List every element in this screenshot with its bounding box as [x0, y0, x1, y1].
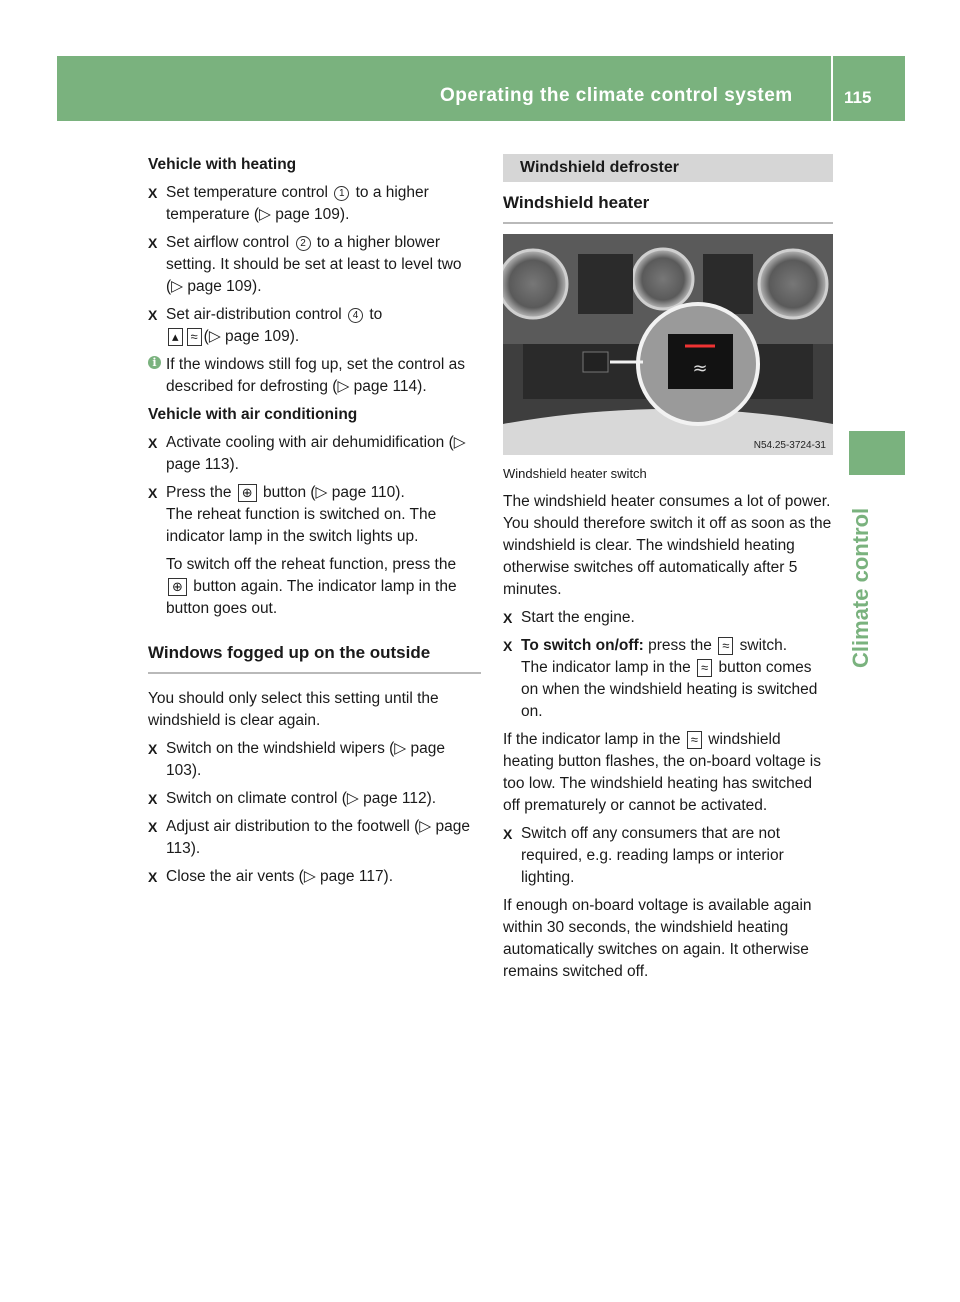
step-arrow-icon: X — [148, 791, 158, 807]
windshield-airflow-icon: ▴ — [168, 328, 183, 346]
fog-step-1: X Switch on the windshield wipers (▷ page 103). — [148, 740, 446, 779]
heating-title: Vehicle with heating — [148, 156, 297, 173]
fog-title: Windows fogged up on the outside — [148, 642, 481, 674]
sub-title: Windshield heater — [503, 192, 833, 224]
step-arrow-icon: X — [148, 741, 158, 757]
chapter-tab — [849, 431, 905, 475]
left-column — [148, 154, 481, 894]
right-column — [503, 154, 833, 989]
control-number-icon: 4 — [348, 308, 363, 323]
step-arrow-icon: X — [148, 819, 158, 835]
step-arrow-icon: X — [503, 638, 513, 654]
step-arrow-icon: X — [148, 307, 158, 323]
ac-title: Vehicle with air conditioning — [148, 406, 358, 423]
heating-step-1: X Set temperature control 1 to a higher temperature (▷ page 109). — [148, 184, 429, 223]
voltage-recovery-note: If enough on-board voltage is available again within 30 seconds, the windshield heating automatically switches on again. It otherwise remains switched off. — [503, 897, 812, 980]
windshield-heater-icon: ≈ — [687, 731, 702, 749]
fog-intro: You should only select this setting until the windshield is clear again. — [148, 690, 439, 729]
heating-step-2: X Set airflow control 2 to a higher blower setting. It should be set at least to level two (▷ page 109). — [148, 234, 462, 295]
section-title: Windshield defroster — [503, 154, 833, 182]
step-arrow-icon: X — [148, 235, 158, 251]
step-arrow-icon: X — [503, 826, 513, 842]
low-voltage-note: If the indicator lamp in the ≈ windshield heating button flashes, the on-board voltage is too low. The windshield heating has switched off prematurely or cannot be activated. — [503, 731, 821, 814]
reheat-icon: ⊕ — [238, 484, 257, 502]
reheat-icon: ⊕ — [168, 578, 187, 596]
dashboard-illustration — [503, 234, 833, 455]
step-arrow-icon: X — [503, 610, 513, 626]
control-number-icon: 2 — [296, 236, 311, 251]
control-number-icon: 1 — [334, 186, 349, 201]
fog-step-2: X Switch on climate control (▷ page 112). — [148, 788, 481, 810]
step-arrow-icon: X — [148, 435, 158, 451]
step-arrow-icon: X — [148, 485, 158, 501]
page-number: 115 — [844, 88, 872, 107]
windshield-heater-icon: ≈ — [718, 637, 733, 655]
heater-intro: The windshield heater consumes a lot of power. You should therefore switch it off as soon as the windshield is clear. The windshield heating otherwise switches off automatically after 5 minutes. — [503, 493, 832, 598]
chapter-label: Climate control — [848, 507, 873, 668]
page-title: Operating the climate control system — [440, 85, 793, 106]
windshield-heater-icon: ≈ — [697, 659, 712, 677]
ac-step-2-note: To switch off the reheat function, press the ⊕ button again. The indicator lamp in the button goes out. — [166, 556, 457, 617]
photo-caption: Windshield heater switch — [503, 466, 647, 481]
info-icon: i — [148, 356, 161, 369]
windshield-heater-photo — [503, 234, 833, 455]
heater-step-1: X Start the engine. — [503, 607, 833, 629]
fog-step-4: X Close the air vents (▷ page 117). — [148, 866, 481, 888]
header-divider — [831, 56, 833, 121]
photo-code: N54.25-3724-31 — [753, 440, 826, 451]
info-note: i If the windows still fog up, set the control as described for defrosting (▷ page 114). — [148, 354, 481, 398]
heating-step-3: X Set air-distribution control 4 to ▴ ≈ (▷ page 109). — [148, 306, 383, 345]
heater-step-3: X Switch off any consumers that are not required, e.g. reading lamps or interior lighting. — [503, 825, 784, 886]
defrost-icon: ≈ — [187, 328, 202, 346]
fog-step-3: X Adjust air distribution to the footwell (▷ page 113). — [148, 818, 470, 857]
ac-step-1: X Activate cooling with air dehumidification (▷ page 113). — [148, 434, 466, 473]
step-arrow-icon: X — [148, 185, 158, 201]
ac-step-2: X Press the ⊕ button (▷ page 110). The reheat function is switched on. The indicator lamp in the switch lights up. To switch off the reheat function, press the ⊕ button again. The indicator lamp in the button goes out. — [148, 482, 481, 620]
heater-step-2: X To switch on/off: press the ≈ switch. The indicator lamp in the ≈ button comes on when the windshield heating is switched on. — [503, 637, 818, 720]
step-arrow-icon: X — [148, 869, 158, 885]
svg-text:≈: ≈ — [692, 358, 708, 379]
